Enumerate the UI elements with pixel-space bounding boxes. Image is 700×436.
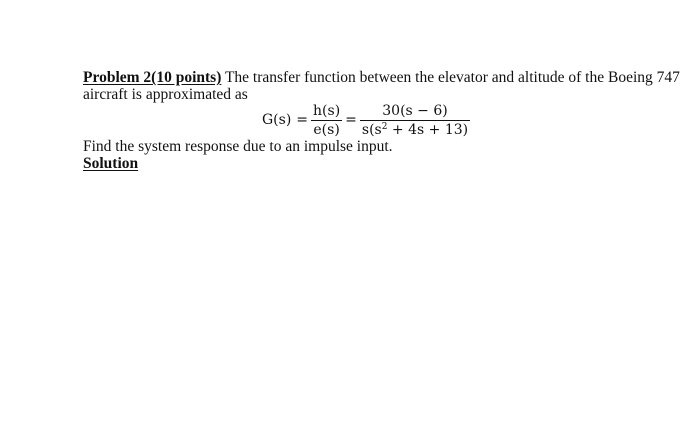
- solution-line: [83, 155, 138, 173]
- solution-heading: Solution: [83, 155, 139, 172]
- equation-lhs: G(s): [262, 112, 292, 128]
- fraction-transfer-function: [360, 103, 470, 138]
- fraction-1-numerator: h(s): [313, 102, 341, 119]
- problem-statement-line-2: aircraft is approximated as: [83, 86, 248, 103]
- transfer-function-equation: [262, 102, 473, 138]
- fraction-2-denominator: [360, 121, 470, 138]
- fraction-h-over-e: [311, 103, 342, 138]
- problem-statement-line-1: [83, 69, 680, 87]
- equation-equals-2: =: [345, 112, 357, 128]
- fraction-2-numerator: 30(s − 6): [360, 103, 470, 121]
- denominator-exponent: 2: [381, 121, 388, 132]
- problem-text-1: The transfer function between the elevator and altitude of the Boeing 747: [221, 69, 680, 86]
- denominator-post: + 4s + 13): [387, 121, 469, 138]
- fraction-1-denominator: e(s): [313, 121, 340, 138]
- problem-title: Problem 2(10 points): [83, 69, 222, 86]
- denominator-pre: s(s: [361, 121, 382, 138]
- equation-equals-1: =: [296, 112, 309, 128]
- problem-question: Find the system response due to an impulse input.: [83, 138, 393, 155]
